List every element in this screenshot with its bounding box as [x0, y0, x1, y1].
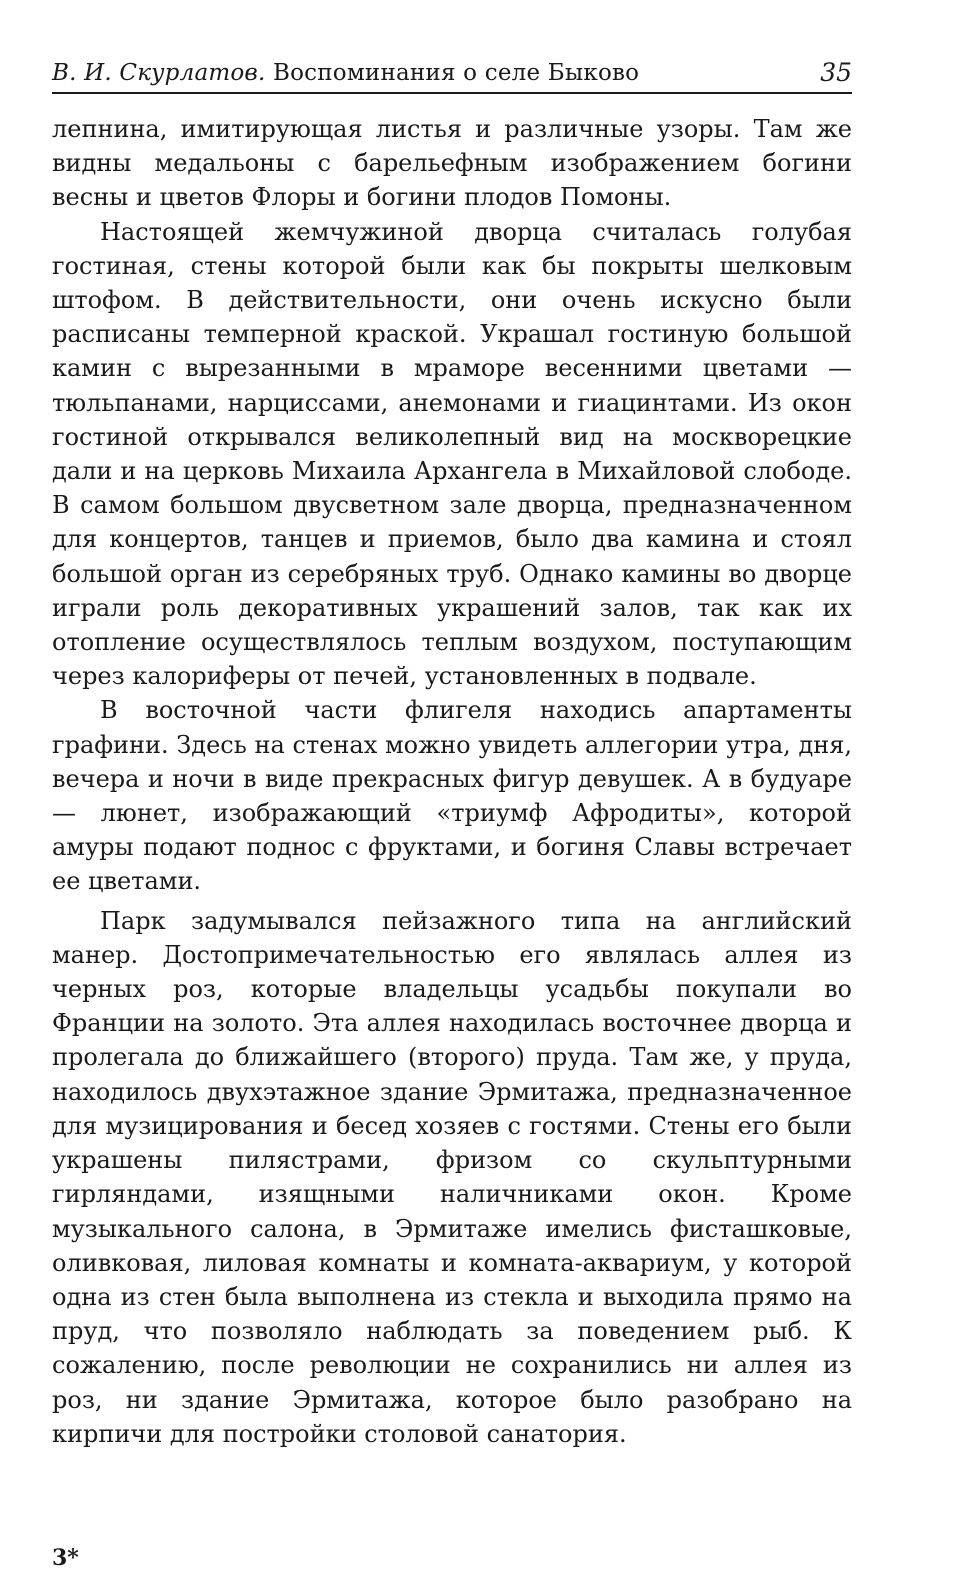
paragraph-4: Парк задумывался пейзажного типа на английский манер. Достопримечательностью его являлась аллея из черных роз, которые владельцы усадьбы покупали во Франции на золото. Эта аллея находилась восточнее дворца и пролегала до ближайшего (второго) пруда. Там же, у пруда, находилось двухэтажное здание Эрмитажа, предназначенное для музицирования и бесед хозяев с гостями. Стены его были украшены пилястрами, фризом со скульптурными гирляндами, изящными наличниками окон. Кроме музыкального салона, в Эрмитаже имелись фисташковые, оливковая, лиловая комнаты и комната-аквариум, у которой одна из стен была выполнена из стекла и выходила прямо на пруд, что позволяло наблюдать за поведением рыб. К сожалению, после революции не сохранились ни аллея из роз, ни здание Эрмитажа, которое было разобрано на кирпичи для постройки столовой санатория. — [52, 906, 852, 1448]
signature-mark: 3* — [52, 1545, 79, 1571]
header-author: В. И. Скурлатов. — [52, 60, 266, 86]
page-number: 35 — [820, 58, 852, 87]
paragraph-1: лепнина, имитирующая листья и различные узоры. Там же видны медальоны с барельефным изображением богини весны и цветов Флоры и богини плодов Помоны. — [52, 115, 852, 212]
header-title: Воспоминания о селе Быково — [273, 60, 640, 86]
header-author-title — [52, 60, 639, 86]
paragraph-3: В восточной части флигеля находись апартаменты графини. Здесь на стенах можно увидеть аллегории утра, дня, вечера и ночи в виде прекрасных фигур девушек. А в будуаре — люнет, изображающий «триумф Афродиты», которой амуры подают поднос с фруктами, и богиня Славы встречает ее цветами. — [52, 696, 852, 896]
paragraph-2: Настоящей жемчужиной дворца считалась голубая гостиная, стены которой были как бы покрыты шелковым штофом. В действительности, они очень искусно были расписаны темперной краской. Украшал гостиную большой камин с вырезанными в мраморе весенними цветами — тюльпанами, нарциссами, анемонами и гиацинтами. Из окон гостиной открывался великолепный вид на москворецкие дали и на церковь Михаила Архангела в Михайловой слободе. В самом большом двусветном зале дворца, предназначенном для концертов, танцев и приемов, было два камина и стоял большой орган из серебряных труб. Однако камины во дворце играли роль декоративных украшений залов, так как их отопление осуществлялось теплым воздухом, поступающим через калориферы от печей, установленных в подвале. — [52, 217, 852, 691]
running-header — [52, 52, 852, 94]
body-text — [52, 112, 852, 1451]
